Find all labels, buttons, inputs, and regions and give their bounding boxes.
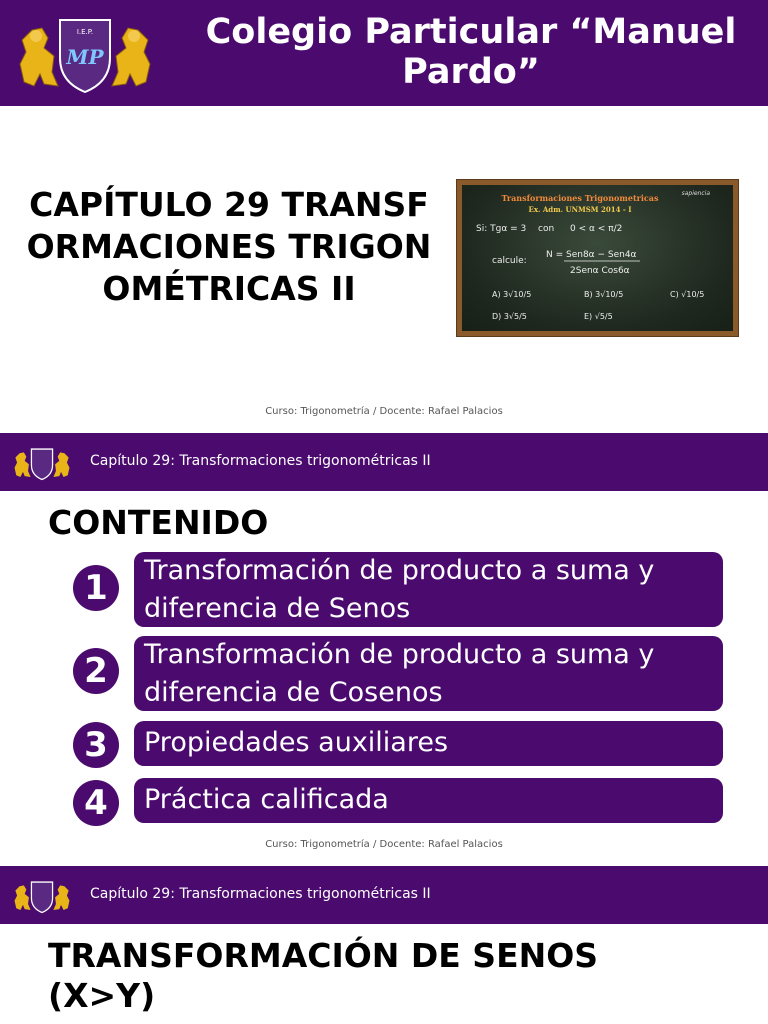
senos-heading: TRANSFORMACIÓN DE SENOS (X>Y) (48, 936, 599, 1015)
board-option-d: D) 3√5/5 (492, 312, 527, 321)
slide3-header (0, 866, 768, 924)
board-title: Transformaciones Trigonometricas (501, 193, 659, 203)
contenido-heading: CONTENIDO (48, 503, 269, 542)
slide2-footer: Curso: Trigonometría / Docente: Rafael Palacios (265, 839, 503, 850)
board-brand: sapiencia (681, 190, 710, 197)
school-crest-small-icon-2 (12, 878, 72, 914)
board-option-e: E) √5/5 (584, 312, 613, 321)
board-line1-b: con (538, 224, 555, 234)
chalkboard-image (456, 179, 739, 337)
school-crest-small-icon (12, 445, 72, 481)
content-item-1: Transformación de producto a suma y diferencia de Senos (134, 552, 723, 627)
school-header (0, 0, 768, 106)
board-line2-b: N = Sen8α − Sen4α (546, 250, 637, 260)
board-option-a: A) 3√10/5 (492, 290, 532, 299)
item-number-2: 2 (73, 648, 119, 694)
school-name: Colegio Particular “Manuel Pardo” (205, 12, 737, 92)
item-number-4: 4 (73, 780, 119, 826)
content-item-4: Práctica calificada (134, 778, 723, 823)
chapter-title: CAPÍTULO 29 TRANSFORMACIONES TRIGONOMÉTRICAS II (26, 185, 432, 308)
crest-initials: MP (66, 45, 104, 69)
slide3-header-title: Capítulo 29: Transformaciones trigonométricas II (90, 886, 431, 902)
board-subtitle: Ex. Adm. UNMSM 2014 - I (528, 205, 632, 214)
slide2-header-title: Capítulo 29: Transformaciones trigonométricas II (90, 453, 431, 469)
content-item-3: Propiedades auxiliares (134, 721, 723, 766)
slide2-header (0, 433, 768, 491)
content-item-2: Transformación de producto a suma y diferencia de Cosenos (134, 636, 723, 711)
board-line2-c: 2Senα Cos6α (570, 266, 630, 276)
cover-footer: Curso: Trigonometría / Docente: Rafael Palacios (265, 406, 503, 417)
board-line1-a: Si: Tgα = 3 (476, 224, 527, 234)
item-number-3: 3 (73, 722, 119, 768)
item-number-1: 1 (73, 565, 119, 611)
school-crest-icon (14, 12, 156, 94)
board-option-b: B) 3√10/5 (584, 290, 624, 299)
board-line2-a: calcule: (492, 256, 527, 266)
crest-text-top: I.E.P. (76, 28, 94, 36)
board-line1-c: 0 < α < π/2 (570, 224, 623, 234)
board-option-c: C) √10/5 (670, 290, 705, 299)
